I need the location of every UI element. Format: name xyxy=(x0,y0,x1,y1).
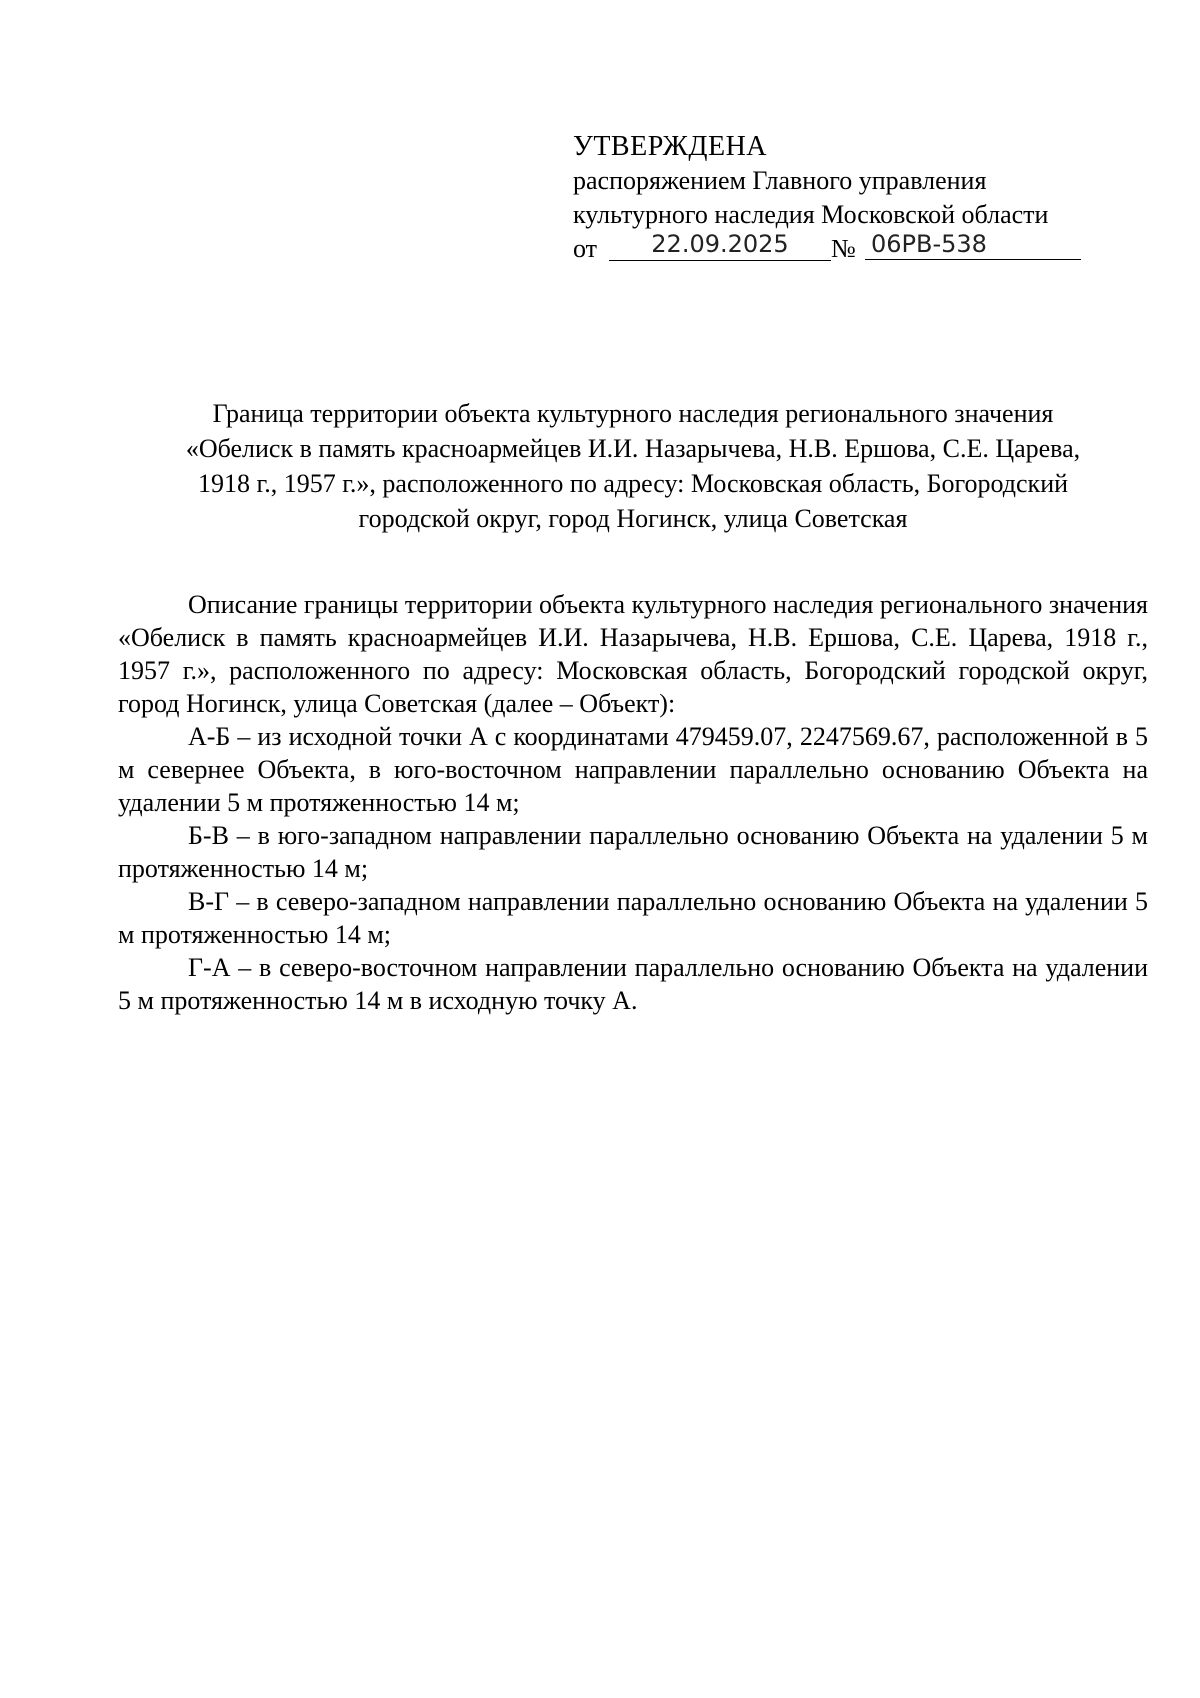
approval-line-1: распоряжением Главного управления xyxy=(573,166,987,195)
segment-a-b: А-Б – из исходной точки А с координатами 479459.07, 2247569.67, расположенной в 5 м севернее Объекта, в юго-восточном направлении параллельно основанию Объекта на удалении 5 м протяженностью 14 м; xyxy=(118,722,1148,817)
from-label: от xyxy=(573,234,598,263)
approval-date-row xyxy=(573,232,1093,266)
approval-line-2: культурного наследия Московской области xyxy=(573,200,1049,229)
approval-block xyxy=(573,130,1093,266)
heading-line: «Обелиск в память красноармейцев И.И. Назарычева, Н.В. Ершова, С.Е. Царева, xyxy=(185,434,1081,463)
heading-line: городской округ, город Ногинск, улица Советская xyxy=(358,504,908,533)
document-body xyxy=(118,588,1148,1017)
approval-stamp: УТВЕРЖДЕНА xyxy=(573,131,768,162)
heading-line: 1918 г., 1957 г.», расположенного по адресу: Московская область, Богородский xyxy=(197,469,1069,498)
segment-g-a: Г-А – в северо-восточном направлении параллельно основанию Объекта на удалении 5 м протяженностью 14 м в исходную точку А. xyxy=(118,953,1148,1015)
document-heading xyxy=(118,396,1148,536)
number-label: № xyxy=(831,234,856,263)
description-paragraph: Описание границы территории объекта культурного наследия регионального значения «Обелиск в память красноармейцев И.И. Назарычева, Н.В. Ершова, С.Е. Царева, 1918 г., 1957 г.», расположенного по адресу: Московская область, Богородский городской округ, город Ногинск, улица Советская (далее – Объект): xyxy=(118,590,1148,718)
approval-date: 22.09.2025 xyxy=(609,232,831,261)
segment-v-g: В-Г – в северо-западном направлении параллельно основанию Объекта на удалении 5 м протяженностью 14 м; xyxy=(118,887,1148,949)
segment-b-v: Б-В – в юго-западном направлении параллельно основанию Объекта на удалении 5 м протяженностью 14 м; xyxy=(118,821,1148,883)
approval-number: 06РВ-538 xyxy=(865,232,1081,260)
heading-line: Граница территории объекта культурного наследия регионального значения xyxy=(212,399,1054,428)
